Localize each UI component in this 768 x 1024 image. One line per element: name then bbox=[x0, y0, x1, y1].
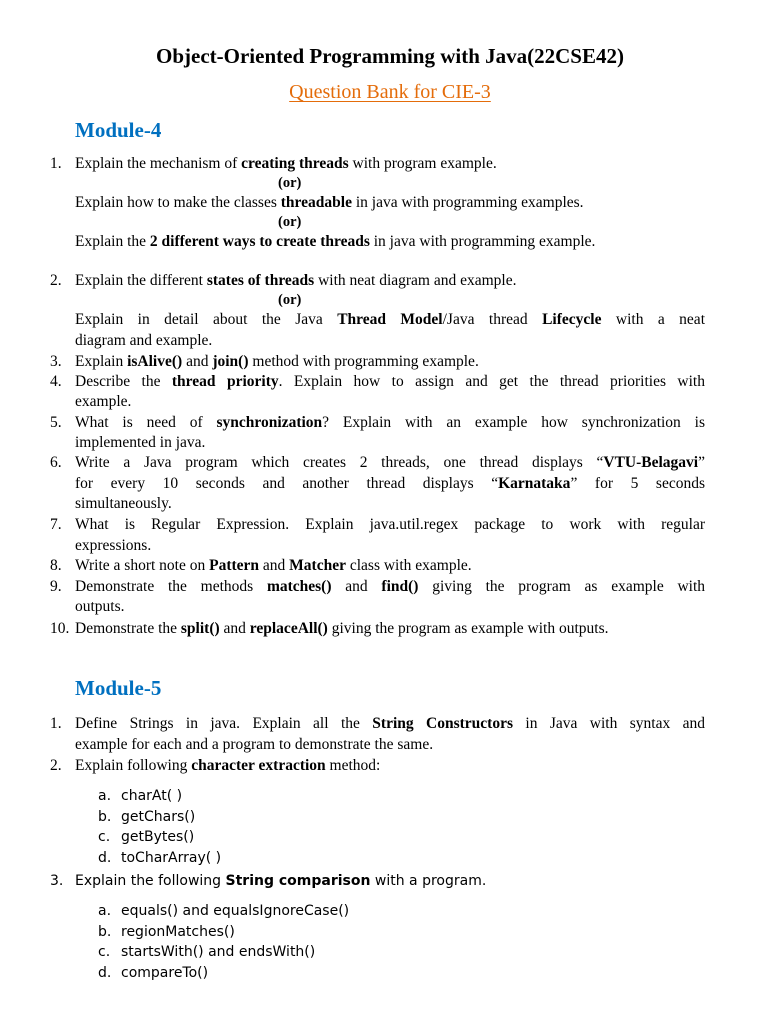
m4-q7-number: 7. bbox=[50, 516, 62, 533]
m5-q2-item-label: c. bbox=[98, 829, 111, 845]
m4-q1-line-a: Explain the mechanism of creating threads with program example. bbox=[75, 155, 497, 172]
m4-q8-number: 8. bbox=[50, 557, 62, 574]
m4-q6-line-1: Write a Java program which creates 2 threads, one thread displays “VTU-Belagavi” bbox=[75, 454, 705, 471]
m5-q2-item: getBytes() bbox=[121, 829, 195, 845]
or-separator: (or) bbox=[278, 175, 302, 191]
m5-q1-line-2: example for each and a program to demonstrate the same. bbox=[75, 736, 434, 753]
m4-q1-number: 1. bbox=[50, 155, 62, 172]
m4-q1-line-b: Explain how to make the classes threadable in java with programming examples. bbox=[75, 194, 584, 211]
m5-q3-item: regionMatches() bbox=[121, 924, 235, 940]
m5-q3-item-label: d. bbox=[98, 965, 112, 981]
m4-q2-line-b2: diagram and example. bbox=[75, 332, 213, 349]
or-separator: (or) bbox=[278, 214, 302, 230]
document-subtitle bbox=[0, 81, 768, 104]
m4-q5-line-1: What is need of synchronization? Explain with an example how synchronization is bbox=[75, 414, 705, 431]
m5-q1-line-1: Define Strings in java. Explain all the String Constructors in Java with syntax and bbox=[75, 715, 705, 732]
module-4-heading: Module-4 bbox=[75, 118, 162, 142]
or-separator: (or) bbox=[278, 292, 302, 308]
m4-q4-number: 4. bbox=[50, 373, 62, 390]
m5-q3-item: startsWith() and endsWith() bbox=[121, 944, 316, 960]
m4-q3-number: 3. bbox=[50, 353, 62, 370]
m4-q9-line-2: outputs. bbox=[75, 598, 125, 615]
m5-q2-number: 2. bbox=[50, 757, 62, 774]
m5-q1-number: 1. bbox=[50, 715, 62, 732]
m4-q2-line-a: Explain the different states of threads with neat diagram and example. bbox=[75, 272, 517, 289]
m4-q7-line-1: What is Regular Expression. Explain java.util.regex package to work with regular bbox=[75, 516, 705, 533]
m4-q5-number: 5. bbox=[50, 414, 62, 431]
m5-q2-item: toCharArray( ) bbox=[121, 850, 222, 866]
m4-q4-line-2: example. bbox=[75, 393, 132, 410]
m4-q3-text: Explain isAlive() and join() method with programming example. bbox=[75, 353, 479, 370]
m5-q3-number: 3. bbox=[50, 873, 64, 889]
m5-q3-item: equals() and equalsIgnoreCase() bbox=[121, 903, 350, 919]
m4-q2-line-b: Explain in detail about the Java Thread Model/Java thread Lifecycle with a neat bbox=[75, 311, 705, 328]
m4-q10-text: Demonstrate the split() and replaceAll() giving the program as example with outputs. bbox=[75, 620, 609, 637]
m4-q9-number: 9. bbox=[50, 578, 62, 595]
document-title: Object-Oriented Programming with Java(22CSE42) bbox=[156, 44, 624, 68]
subtitle-text: Question Bank for CIE-3 bbox=[289, 81, 491, 103]
m4-q7-line-2: expressions. bbox=[75, 537, 152, 554]
m5-q2-item: getChars() bbox=[121, 809, 196, 825]
m5-q3-item: compareTo() bbox=[121, 965, 209, 981]
m5-q2-text: Explain following character extraction method: bbox=[75, 757, 381, 774]
m4-q10-number: 10. bbox=[50, 620, 70, 637]
m4-q5-line-2: implemented in java. bbox=[75, 434, 206, 451]
m5-q2-item-label: d. bbox=[98, 850, 112, 866]
m5-q3-item-label: b. bbox=[98, 924, 112, 940]
m4-q9-line-1: Demonstrate the methods matches() and find() giving the program as example with bbox=[75, 578, 706, 595]
m4-q1-line-c: Explain the 2 different ways to create threads in java with programming example. bbox=[75, 233, 596, 250]
m4-q6-line-2: for every 10 seconds and another thread displays “Karnataka” for 5 seconds bbox=[75, 475, 705, 492]
m4-q4-line-1: Describe the thread priority. Explain how to assign and get the thread priorities with bbox=[75, 373, 705, 390]
m4-q2-number: 2. bbox=[50, 272, 62, 289]
m5-q2-item-label: b. bbox=[98, 809, 112, 825]
m5-q3-text: Explain the following String comparison with a program. bbox=[75, 873, 487, 889]
m5-q3-item-label: a. bbox=[98, 903, 112, 919]
m4-q6-number: 6. bbox=[50, 454, 62, 471]
module-5-heading: Module-5 bbox=[75, 676, 162, 700]
m5-q3-item-label: c. bbox=[98, 944, 111, 960]
m5-q2-item-label: a. bbox=[98, 788, 112, 804]
m5-q2-item: charAt( ) bbox=[121, 788, 183, 804]
m4-q6-line-3: simultaneously. bbox=[75, 495, 172, 512]
m4-q8-text: Write a short note on Pattern and Matcher class with example. bbox=[75, 557, 472, 574]
